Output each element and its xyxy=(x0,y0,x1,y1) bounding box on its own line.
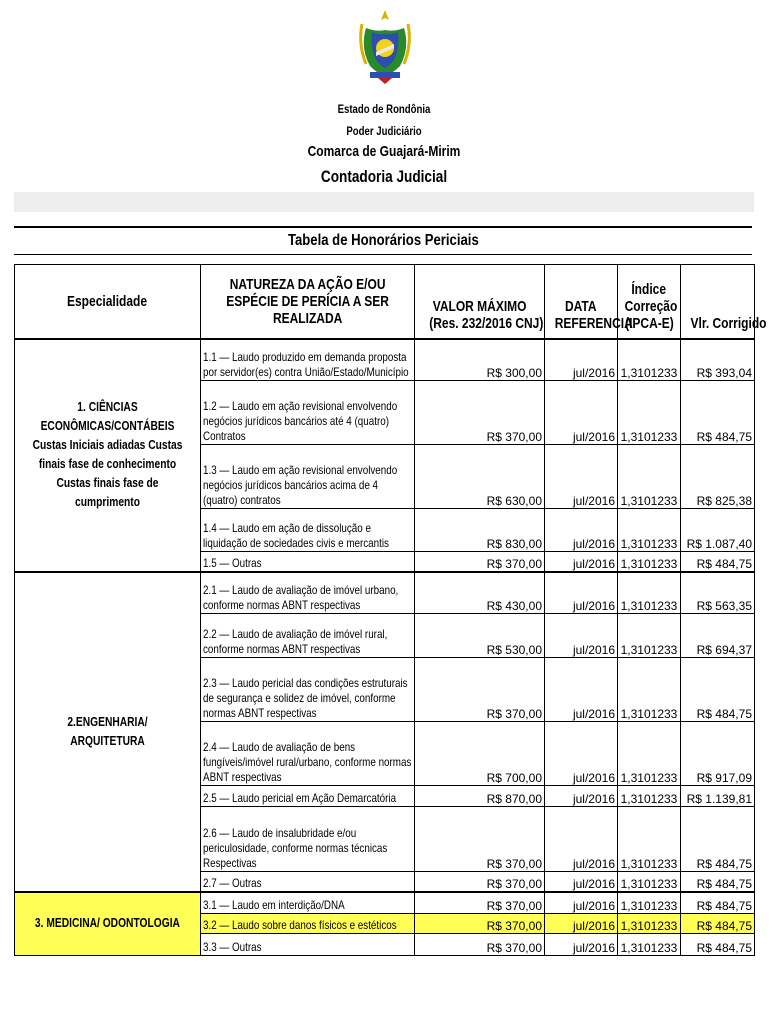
row-valor: R$ 370,00 xyxy=(415,914,545,934)
row-corrigido: R$ 484,75 xyxy=(681,552,755,572)
row-data: jul/2016 xyxy=(545,339,618,381)
row-desc: 1.1 — Laudo produzido em demanda proposta por servidor(es) contra União/Estado/Município xyxy=(201,339,415,381)
row-desc: 2.1 — Laudo de avaliação de imóvel urbano, conforme normas ABNT respectivas xyxy=(201,572,415,614)
row-corrigido: R$ 484,75 xyxy=(681,658,755,722)
row-corrigido: R$ 1.087,40 xyxy=(681,509,755,552)
row-data: jul/2016 xyxy=(545,552,618,572)
row-valor: R$ 370,00 xyxy=(415,807,545,872)
group-3-name: 3. MEDICINA/ ODONTOLOGIA xyxy=(15,892,201,956)
row-valor: R$ 700,00 xyxy=(415,722,545,786)
header-state: Estado de Rondônia xyxy=(337,102,431,116)
row-valor: R$ 530,00 xyxy=(415,614,545,658)
row-valor: R$ 370,00 xyxy=(415,552,545,572)
col-natureza: NATUREZA DA AÇÃO E/OU ESPÉCIE DE PERÍCIA A SER REALIZADA xyxy=(201,265,415,339)
row-corrigido: R$ 484,75 xyxy=(681,872,755,892)
row-valor: R$ 300,00 xyxy=(415,339,545,381)
row-corrigido: R$ 563,35 xyxy=(681,572,755,614)
row-indice: 1,3101233 xyxy=(618,572,681,614)
row-valor: R$ 370,00 xyxy=(415,658,545,722)
row-data: jul/2016 xyxy=(545,445,618,509)
row-data: jul/2016 xyxy=(545,786,618,807)
table-row xyxy=(15,339,755,381)
row-corrigido: R$ 825,38 xyxy=(681,445,755,509)
group-1-name: 1. CIÊNCIAS ECONÔMICAS/CONTÁBEIS Custas Iniciais adiadas Custas finais fase de conhecimento Custas finais fase de cumprimento xyxy=(15,339,201,572)
header-department: Contadoria Judicial xyxy=(320,167,448,186)
row-data: jul/2016 xyxy=(545,658,618,722)
row-indice: 1,3101233 xyxy=(618,914,681,934)
row-data: jul/2016 xyxy=(545,722,618,786)
table-row xyxy=(15,892,755,914)
row-data: jul/2016 xyxy=(545,872,618,892)
row-desc: 1.3 — Laudo em ação revisional envolvendo negócios jurídicos bancários acima de 4 (quatro) contratos xyxy=(201,445,415,509)
row-desc: 2.2 — Laudo de avaliação de imóvel rural, conforme normas ABNT respectivas xyxy=(201,614,415,658)
row-corrigido: R$ 694,37 xyxy=(681,614,755,658)
col-especialidade: Especialidade xyxy=(15,265,201,339)
row-corrigido: R$ 484,75 xyxy=(681,892,755,914)
row-data: jul/2016 xyxy=(545,572,618,614)
row-desc: 3.1 — Laudo em interdição/DNA xyxy=(201,892,415,914)
row-indice: 1,3101233 xyxy=(618,722,681,786)
row-indice: 1,3101233 xyxy=(618,892,681,914)
row-valor: R$ 870,00 xyxy=(415,786,545,807)
row-corrigido: R$ 484,75 xyxy=(681,914,755,934)
row-data: jul/2016 xyxy=(545,807,618,872)
row-indice: 1,3101233 xyxy=(618,934,681,956)
row-corrigido: R$ 484,75 xyxy=(681,934,755,956)
row-corrigido: R$ 484,75 xyxy=(681,807,755,872)
row-data: jul/2016 xyxy=(545,381,618,445)
row-corrigido: R$ 917,09 xyxy=(681,722,755,786)
row-data: jul/2016 xyxy=(545,892,618,914)
row-indice: 1,3101233 xyxy=(618,872,681,892)
row-indice: 1,3101233 xyxy=(618,509,681,552)
row-desc: 2.4 — Laudo de avaliação de bens fungíveis/imóvel rural/urbano, conforme normas ABNT respectivas xyxy=(201,722,415,786)
col-corrigido: Vlr. Corrigido xyxy=(681,265,755,339)
row-data: jul/2016 xyxy=(545,509,618,552)
row-desc: 2.5 — Laudo pericial em Ação Demarcatória xyxy=(201,786,415,807)
row-desc: 2.7 — Outras xyxy=(201,872,415,892)
row-indice: 1,3101233 xyxy=(618,381,681,445)
row-indice: 1,3101233 xyxy=(618,658,681,722)
row-corrigido: R$ 393,04 xyxy=(681,339,755,381)
row-valor: R$ 370,00 xyxy=(415,892,545,914)
row-data: jul/2016 xyxy=(545,934,618,956)
row-data: jul/2016 xyxy=(545,914,618,934)
row-data: jul/2016 xyxy=(545,614,618,658)
col-valor: VALOR MÁXIMO (Res. 232/2016 CNJ) xyxy=(415,265,545,339)
group-2-name: 2.ENGENHARIA/ ARQUITETURA xyxy=(15,572,201,892)
header-branch: Poder Judiciário xyxy=(346,124,422,138)
row-valor: R$ 830,00 xyxy=(415,509,545,552)
row-corrigido: R$ 1.139,81 xyxy=(681,786,755,807)
row-indice: 1,3101233 xyxy=(618,786,681,807)
row-desc: 3.2 — Laudo sobre danos físicos e estéticos xyxy=(201,914,415,934)
table-row xyxy=(15,572,755,614)
table-title: Tabela de Honorários Periciais xyxy=(14,226,752,255)
row-valor: R$ 430,00 xyxy=(415,572,545,614)
row-indice: 1,3101233 xyxy=(618,807,681,872)
row-desc: 3.3 — Outras xyxy=(201,934,415,956)
header-row xyxy=(15,265,755,339)
row-desc: 1.5 — Outras xyxy=(201,552,415,572)
col-data: DATA REFERENCIA xyxy=(545,265,618,339)
row-indice: 1,3101233 xyxy=(618,552,681,572)
row-indice: 1,3101233 xyxy=(618,339,681,381)
row-indice: 1,3101233 xyxy=(618,445,681,509)
row-desc: 1.2 — Laudo em ação revisional envolvendo negócios jurídicos bancários até 4 (quatro) Contratos xyxy=(201,381,415,445)
row-valor: R$ 370,00 xyxy=(415,872,545,892)
row-desc: 1.4 — Laudo em ação de dissolução e liquidação de sociedades civis e mercantis xyxy=(201,509,415,552)
row-desc: 2.6 — Laudo de insalubridade e/ou periculosidade, conforme normas técnicas Respectivas xyxy=(201,807,415,872)
row-valor: R$ 370,00 xyxy=(415,934,545,956)
fees-table xyxy=(14,264,767,956)
row-valor: R$ 630,00 xyxy=(415,445,545,509)
col-indice: Índice Correção (IPCA-E) xyxy=(618,265,681,339)
row-valor: R$ 370,00 xyxy=(415,381,545,445)
row-desc: 2.3 — Laudo pericial das condições estruturais de segurança e solidez de imóvel, conforme normas ABNT respectivas xyxy=(201,658,415,722)
gray-band xyxy=(14,192,754,212)
state-coat-of-arms-icon xyxy=(356,8,414,84)
header-comarca: Comarca de Guajará-Mirim xyxy=(307,143,461,160)
row-indice: 1,3101233 xyxy=(618,614,681,658)
row-corrigido: R$ 484,75 xyxy=(681,381,755,445)
